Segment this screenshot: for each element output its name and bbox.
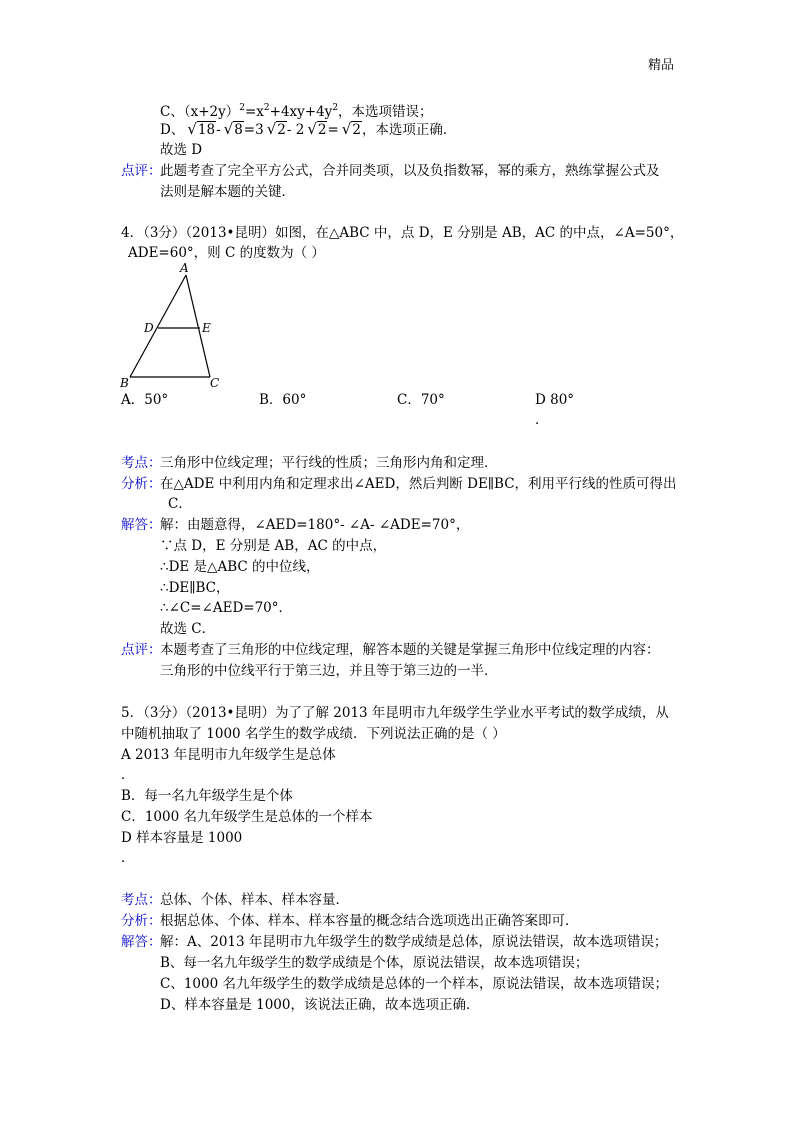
q4-fenxi-line1: 在△ADE 中利用内角和定理求出∠AED，然后判断 DE∥BC，利用平行线的性质可得出	[160, 476, 677, 492]
q4-jieda-line: ∴∠C=∠AED=70°．	[160, 600, 293, 616]
q5-option-d-dot: ．	[121, 850, 135, 866]
q5-fenxi-label: 分析：	[121, 913, 162, 929]
q5-jieda-line: 解：A、2013 年昆明市九年级学生的数学成绩是总体，原说法错误，故本选项错误；	[160, 934, 668, 950]
q3-c-post: ，本选项错误；	[338, 104, 433, 120]
q3-review-label: 点评：	[121, 163, 162, 179]
q3-c-pre: C、（x+2y）	[160, 104, 240, 120]
q5-jieda-line: B、每一名九年级学生的数学成绩是个体，原说法错误，故本选项错误；	[160, 955, 589, 971]
q4-option-b[interactable]: B．60°	[259, 392, 307, 408]
q4-triangle-figure	[116, 258, 226, 392]
q3-d-post: ，本选项正确．	[361, 122, 457, 138]
q4-option-a[interactable]: A．50°	[121, 392, 169, 408]
sqrt-2-b: √2	[307, 120, 327, 138]
q4-jieda-line: ∴DE 是△ABC 的中位线，	[160, 559, 320, 575]
q3-c-sup3: 2	[332, 103, 339, 113]
q5-option-c[interactable]: C．1000 名九年级学生是总体的一个样本	[121, 809, 373, 825]
sqrt-2-c: √2	[341, 120, 361, 138]
q5-stem-line2: 中随机抽取了 1000 名学生的数学成绩．下列说法正确的是（ ）	[121, 726, 506, 742]
side-ab	[130, 275, 186, 377]
q3-choose: 故选 D	[160, 142, 203, 158]
q3-review-line1: 此题考查了完全平方公式，合并同类项，以及负指数幂，幂的乘方，熟练掌握公式及	[160, 163, 660, 179]
q3-option-d-line	[160, 119, 456, 140]
q4-review-label: 点评：	[121, 642, 162, 658]
q4-option-d-dot: ．	[535, 412, 549, 428]
q4-jieda-line: 故选 C．	[160, 621, 216, 637]
q5-jieda-line: C、1000 名九年级学生的数学成绩是总体的一个样本，原说法错误，故本选项错误；	[160, 976, 668, 992]
q5-option-a[interactable]: A 2013 年昆明市九年级学生是总体	[121, 747, 336, 763]
q4-review-line2: 三角形的中位线平行于第三边，并且等于第三边的一半．	[160, 663, 498, 679]
q4-jieda-line: ∵点 D，E 分别是 AB，AC 的中点，	[160, 538, 387, 554]
q3-c-sup2: 2	[263, 103, 270, 113]
point-d-label: D	[144, 321, 154, 335]
q3-d-eq: =3	[243, 122, 264, 138]
q3-c-mid2: +4xy+4y	[269, 104, 333, 120]
q4-option-c[interactable]: C．70°	[397, 392, 445, 408]
q3-c-sup1: 2	[239, 103, 245, 113]
vertex-b-label: B	[120, 376, 129, 390]
q4-kaodian: 三角形中位线定理；平行线的性质；三角形内角和定理．	[160, 455, 498, 471]
q4-jieda-line: ∴DE∥BC，	[160, 580, 230, 596]
q5-option-b[interactable]: B．每一名九年级学生是个体	[121, 788, 293, 804]
sqrt-2-a: √2	[266, 120, 286, 138]
q5-jieda-label: 解答：	[121, 934, 162, 950]
q4-fenxi-label: 分析：	[121, 476, 162, 492]
q4-stem-line1: 4．（3分）（2013•昆明）如图，在△ABC 中，点 D，E 分别是 AB，AC 的中点，∠A=50°，	[121, 225, 684, 241]
q4-kaodian-label: 考点：	[121, 455, 162, 471]
vertex-c-label: C	[210, 376, 220, 390]
q4-fenxi-line2: C．	[168, 496, 192, 512]
q3-d-minus: -	[216, 122, 221, 138]
q3-c-mid: =x	[244, 104, 264, 120]
q4-review-line1: 本题考查了三角形的中位线定理，解答本题的关键是掌握三角形中位线定理的内容：	[160, 642, 660, 658]
q4-option-d[interactable]: D 80°	[535, 392, 575, 408]
q3-review-line2: 法则是解本题的关键．	[160, 184, 295, 200]
q5-kaodian-label: 考点：	[121, 892, 162, 908]
sqrt-8: √8	[223, 120, 243, 138]
q5-kaodian: 总体、个体、样本、样本容量．	[160, 892, 349, 908]
q4-stem-line2: ADE=60°，则 C 的度数为（ ）	[128, 245, 325, 261]
sqrt-18: √18	[187, 120, 216, 138]
q3-d-minus2: - 2	[286, 122, 305, 138]
point-e-label: E	[202, 321, 211, 335]
q4-jieda-line: 解：由题意得，∠AED=180°- ∠A- ∠ADE=70°，	[160, 517, 470, 533]
header-brand: 精品	[648, 58, 675, 73]
q4-jieda-label: 解答：	[121, 517, 162, 533]
q3-d-eq2: =	[327, 122, 339, 138]
q5-option-a-dot: ．	[121, 767, 135, 783]
q5-stem-line1: 5．（3分）（2013•昆明）为了了解 2013 年昆明市九年级学生学业水平考试的数学成绩，从	[121, 705, 669, 721]
q3-d-label: D、	[160, 122, 185, 138]
q5-fenxi: 根据总体、个体、样本、样本容量的概念结合选项选出正确答案即可．	[160, 913, 579, 929]
vertex-a-label: A	[180, 261, 189, 275]
q5-option-d[interactable]: D 样本容量是 1000	[121, 830, 243, 846]
q5-jieda-line: D、样本容量是 1000，该说法正确，故本选项正确．	[160, 997, 480, 1013]
